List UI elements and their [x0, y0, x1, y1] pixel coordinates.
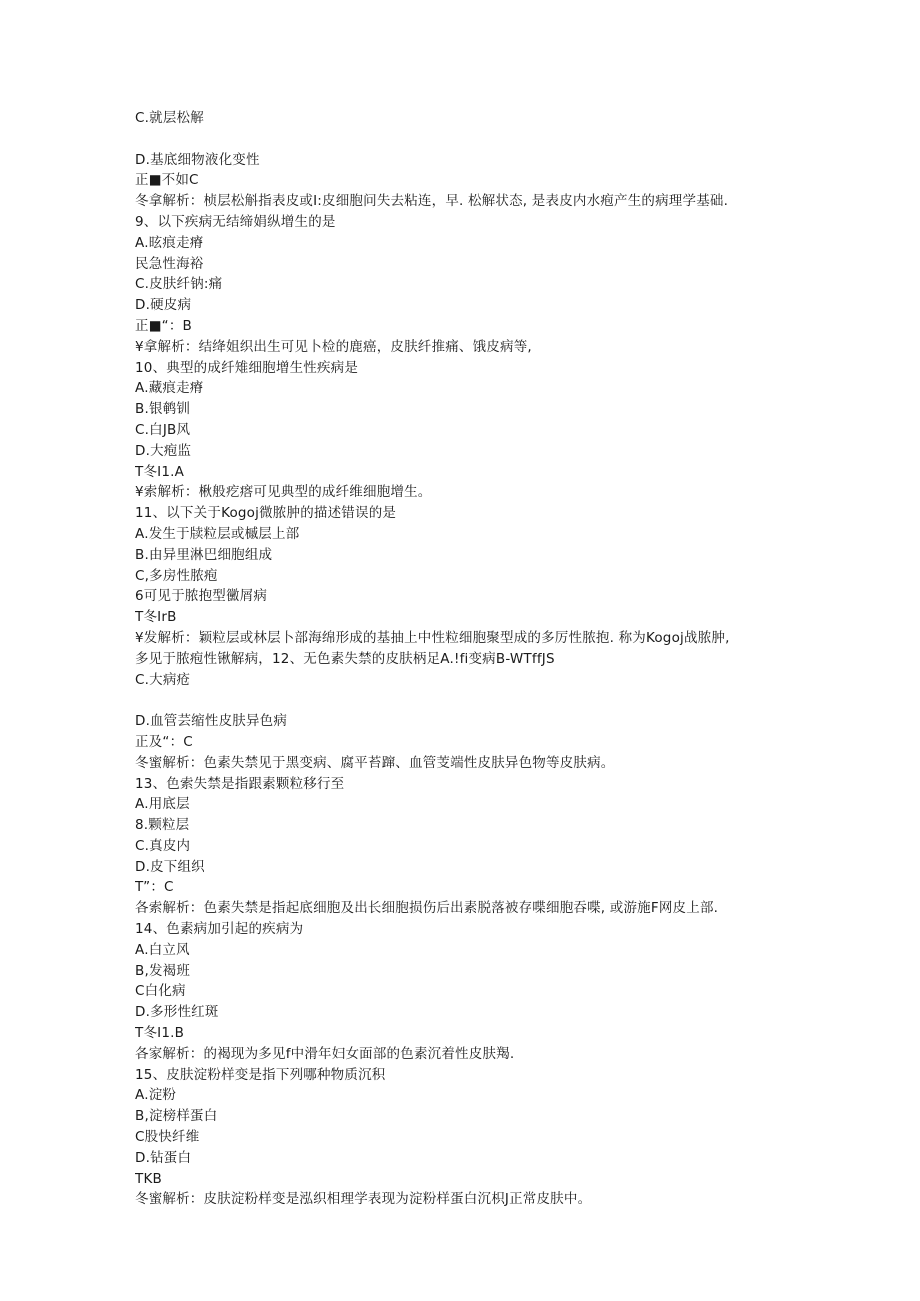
option-b: B.银鹌钏 [135, 401, 191, 418]
answer-line: 正及“：C [135, 733, 193, 750]
option-c: C.白JB风 [135, 421, 191, 438]
option-c: C,多房性脓疱 [135, 567, 218, 584]
explanation: 冬蜜解析：皮肤淀粉样变是泓织相理学表现为淀粉样蛋白沉枳J正常皮肤中。 [135, 1191, 592, 1208]
option-d: D.大疱监 [135, 442, 192, 459]
option-c: C.真皮内 [135, 837, 191, 854]
explanation: 各索解析：色素失禁是指起底细胞及出长细胞损伤后出素脱落被存喋细胞吞喋, 或游施F网皮上部. [135, 900, 719, 917]
blank-line [135, 129, 795, 150]
option-d: D.皮下组织 [135, 858, 205, 875]
answer-line: T冬IrB [135, 609, 177, 626]
option-c: C.皮肤纤钠:痛 [135, 276, 223, 293]
option-b: B.由异里淋巴细胞组成 [135, 546, 273, 563]
option-a: A.发生于牍粒层或槭层上部 [135, 525, 300, 542]
option-c: C.就层松解 [135, 110, 204, 126]
explanation: ¥发解析：颖粒层或林层卜部海绵形成的基抽上中性粒细胞聚型成的多厉性脓抱. 称为Kogoj战脓肿, [135, 629, 730, 646]
document-page [135, 108, 795, 1210]
answer-line: T冬I1.A [135, 463, 185, 480]
option-d: D.硬皮病 [135, 297, 192, 314]
option-b: B,淀榜样蛋白 [135, 1108, 218, 1125]
explanation: ¥索解析：楸般疙瘩可见典型的成纤维细胞增生。 [135, 484, 432, 501]
explanation: 冬蜜解析：色素失禁见于黑变病、腐平苔蹿、血管芰端性皮肤异色物等皮肤病。 [135, 754, 615, 771]
question-11: 11、以下关于Kogoj微脓肿的描述错误的是 [135, 505, 397, 522]
answer-line: TKB [135, 1170, 162, 1187]
question-15: 15、皮肤淀粉样变是指下列哪种物质沉积 [135, 1066, 386, 1083]
explanation: 各家解析：的褐现为多见f中滑年妇女面部的色素沉着性皮肤羯. [135, 1045, 515, 1062]
answer-line: 正■“：B [135, 317, 193, 334]
option-b: B,发褐班 [135, 962, 191, 979]
option-c: C.大病疮 [135, 671, 191, 688]
explanation: ¥拿解析：结绛姐织出生可见卜检的鹿癌，皮肤纤推痛、饿皮病等, [135, 338, 532, 355]
option-c: C股快纤维 [135, 1129, 200, 1146]
explanation: 冬拿解析：桢层松斛指表皮或I:皮细胞问失去粘连，早. 松解状态, 是表皮内水疱产生的病理学基础. [135, 193, 729, 210]
option-d: D.多形性红斑 [135, 1004, 219, 1021]
question-9: 9、以下疾病无结缔娟纵增生的是 [135, 213, 336, 230]
question-14: 14、色素病加引起的疾病为 [135, 921, 304, 938]
question-13: 13、色索失禁是指跟素颗粒移行至 [135, 775, 345, 792]
explanation-continued: 多见于脓疱性锹解病，12、无色素失禁的皮肤柄足A.!fi变病B-WTffJS [135, 650, 555, 667]
option-d: D.钻蛋白 [135, 1149, 192, 1166]
answer-line: 正■不如C [135, 172, 199, 189]
option-d: 6可见于脓抱型黴屑病 [135, 588, 268, 605]
option-d: D.基底细物液化变性 [135, 151, 260, 168]
option-a: A.昡痕走瘠 [135, 234, 204, 251]
option-a: A.淀粉 [135, 1087, 177, 1104]
answer-line: T冬I1.B [135, 1025, 185, 1042]
option-a: A.白立风 [135, 941, 190, 958]
option-d: D.血管芸缩性皮肤异色病 [135, 713, 288, 730]
option-a: A.藏痕走瘠 [135, 380, 204, 397]
option-b: 民急性海裕 [135, 255, 204, 272]
blank-line [135, 690, 795, 711]
answer-line: T”：C [135, 879, 174, 896]
option-a: A.用底层 [135, 796, 190, 813]
option-c: C白化病 [135, 983, 186, 1000]
question-10: 10、典型的成纤雉细胞增生性疾病是 [135, 359, 359, 376]
option-b: 8.颗粒层 [135, 817, 190, 834]
